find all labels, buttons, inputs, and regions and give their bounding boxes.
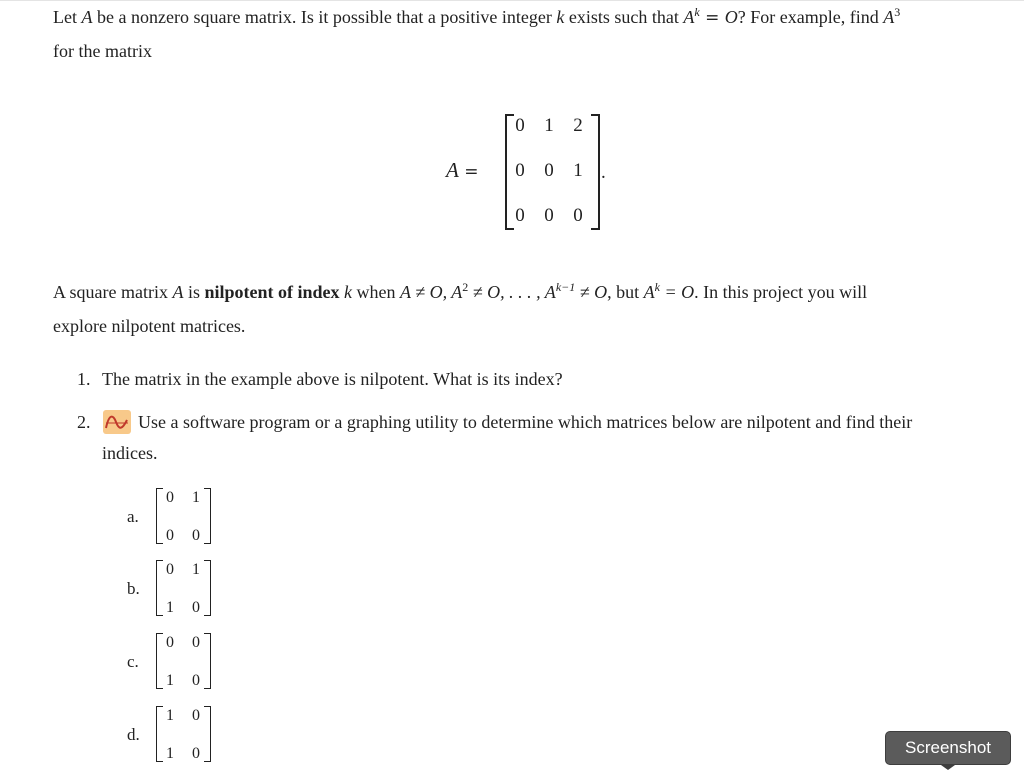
- matrix-cell: 1: [166, 672, 174, 689]
- definition-text: is: [183, 282, 205, 302]
- math-expression: = O: [659, 282, 695, 302]
- intro-line-1: [53, 6, 900, 29]
- matrix-cell: 0: [166, 527, 174, 544]
- right-bracket: [204, 488, 211, 544]
- matrix-cell: 0: [166, 634, 174, 651]
- matrix-cell: 0: [192, 707, 200, 724]
- exponent: k: [694, 5, 700, 19]
- math-expression: A ≠ O, A: [400, 282, 463, 302]
- matrix-cell: 0: [192, 599, 200, 616]
- intro-text: Let: [53, 7, 82, 27]
- matrix-cell: 0: [515, 115, 525, 136]
- intro-text: ? For example, find: [737, 7, 884, 27]
- matrix-cell: 0: [573, 205, 583, 226]
- var-k: k: [556, 7, 565, 27]
- intro-text: be a nonzero square matrix. Is it possible that a positive integer: [92, 7, 557, 27]
- item-2-text-cont: indices.: [102, 443, 158, 463]
- zero-matrix-symbol: O: [724, 7, 738, 27]
- matrix-cell: 0: [192, 634, 200, 651]
- exponent: 3: [894, 5, 901, 19]
- screenshot-button[interactable]: Screenshot: [885, 731, 1011, 765]
- definition-line-2: explore nilpotent matrices.: [53, 316, 246, 336]
- matrix-cell: 1: [192, 489, 200, 506]
- graphing-utility-icon[interactable]: [103, 410, 131, 434]
- matrix-period: .: [601, 162, 606, 183]
- matrix-cell: 0: [192, 527, 200, 544]
- sub-matrix-b: [126, 560, 226, 618]
- matrix-cell: 0: [544, 160, 554, 181]
- right-bracket: [204, 633, 211, 689]
- matrix-cell: 2: [573, 115, 583, 136]
- var-a: A: [81, 7, 93, 27]
- intro-text: exists such that: [564, 7, 684, 27]
- sub-label: a.: [127, 507, 139, 526]
- top-divider: [0, 0, 1024, 1]
- sub-matrix-c: [126, 633, 226, 691]
- definition-line-1: [53, 281, 867, 303]
- intro-line-2: for the matrix: [53, 41, 152, 61]
- item-1-text: The matrix in the example above is nilpotent. What is its index?: [102, 369, 563, 389]
- var-a: A: [643, 282, 655, 302]
- matrix-cell: 0: [192, 672, 200, 689]
- equals-sign: =: [458, 162, 479, 182]
- definition-term: nilpotent of index: [204, 282, 340, 302]
- sub-label: d.: [127, 725, 140, 744]
- matrix-cell: 0: [515, 160, 525, 181]
- matrix-cell: 0: [515, 205, 525, 226]
- right-bracket: [204, 706, 211, 762]
- matrix-lhs: [446, 158, 478, 184]
- matrix-cell: 1: [192, 561, 200, 578]
- exponent: 2: [462, 280, 469, 294]
- var-a: A: [172, 282, 184, 302]
- definition-text: A square matrix: [53, 282, 173, 302]
- var-a: A: [446, 158, 459, 182]
- matrix-cell: 1: [166, 707, 174, 724]
- math-expression: ≠ O: [575, 282, 608, 302]
- list-number: 1.: [77, 369, 91, 389]
- definition-text: when: [352, 282, 401, 302]
- matrix-a-display: [446, 112, 626, 230]
- var-k: k: [344, 282, 353, 302]
- definition-text: . In this project you will: [694, 282, 868, 302]
- exponent: k−1: [555, 280, 576, 294]
- sub-label: b.: [127, 579, 140, 598]
- tooltip-arrow: [941, 765, 955, 770]
- var-a: A: [683, 7, 695, 27]
- item-2-text: Use a software program or a graphing utility to determine which matrices below are nilpotent and find their: [138, 412, 913, 432]
- matrix-cell: 1: [166, 745, 174, 762]
- sub-matrix-d: [126, 706, 226, 764]
- matrix-cell: 0: [544, 205, 554, 226]
- matrix-cell: 1: [544, 115, 554, 136]
- sub-matrix-a: [126, 488, 226, 546]
- equals-sign: =: [699, 8, 725, 28]
- matrix-cell: 1: [166, 599, 174, 616]
- matrix-cell: 0: [166, 561, 174, 578]
- math-expression: ≠ O, . . . , A: [468, 282, 556, 302]
- exponent: k: [654, 280, 660, 294]
- list-number: 2.: [77, 412, 91, 432]
- definition-text: , but: [607, 282, 644, 302]
- matrix-cell: 0: [166, 489, 174, 506]
- right-bracket: [591, 114, 600, 230]
- matrix-cell: 0: [192, 745, 200, 762]
- right-bracket: [204, 560, 211, 616]
- var-a: A: [883, 7, 895, 27]
- sub-label: c.: [127, 652, 139, 671]
- matrix-cell: 1: [573, 160, 583, 181]
